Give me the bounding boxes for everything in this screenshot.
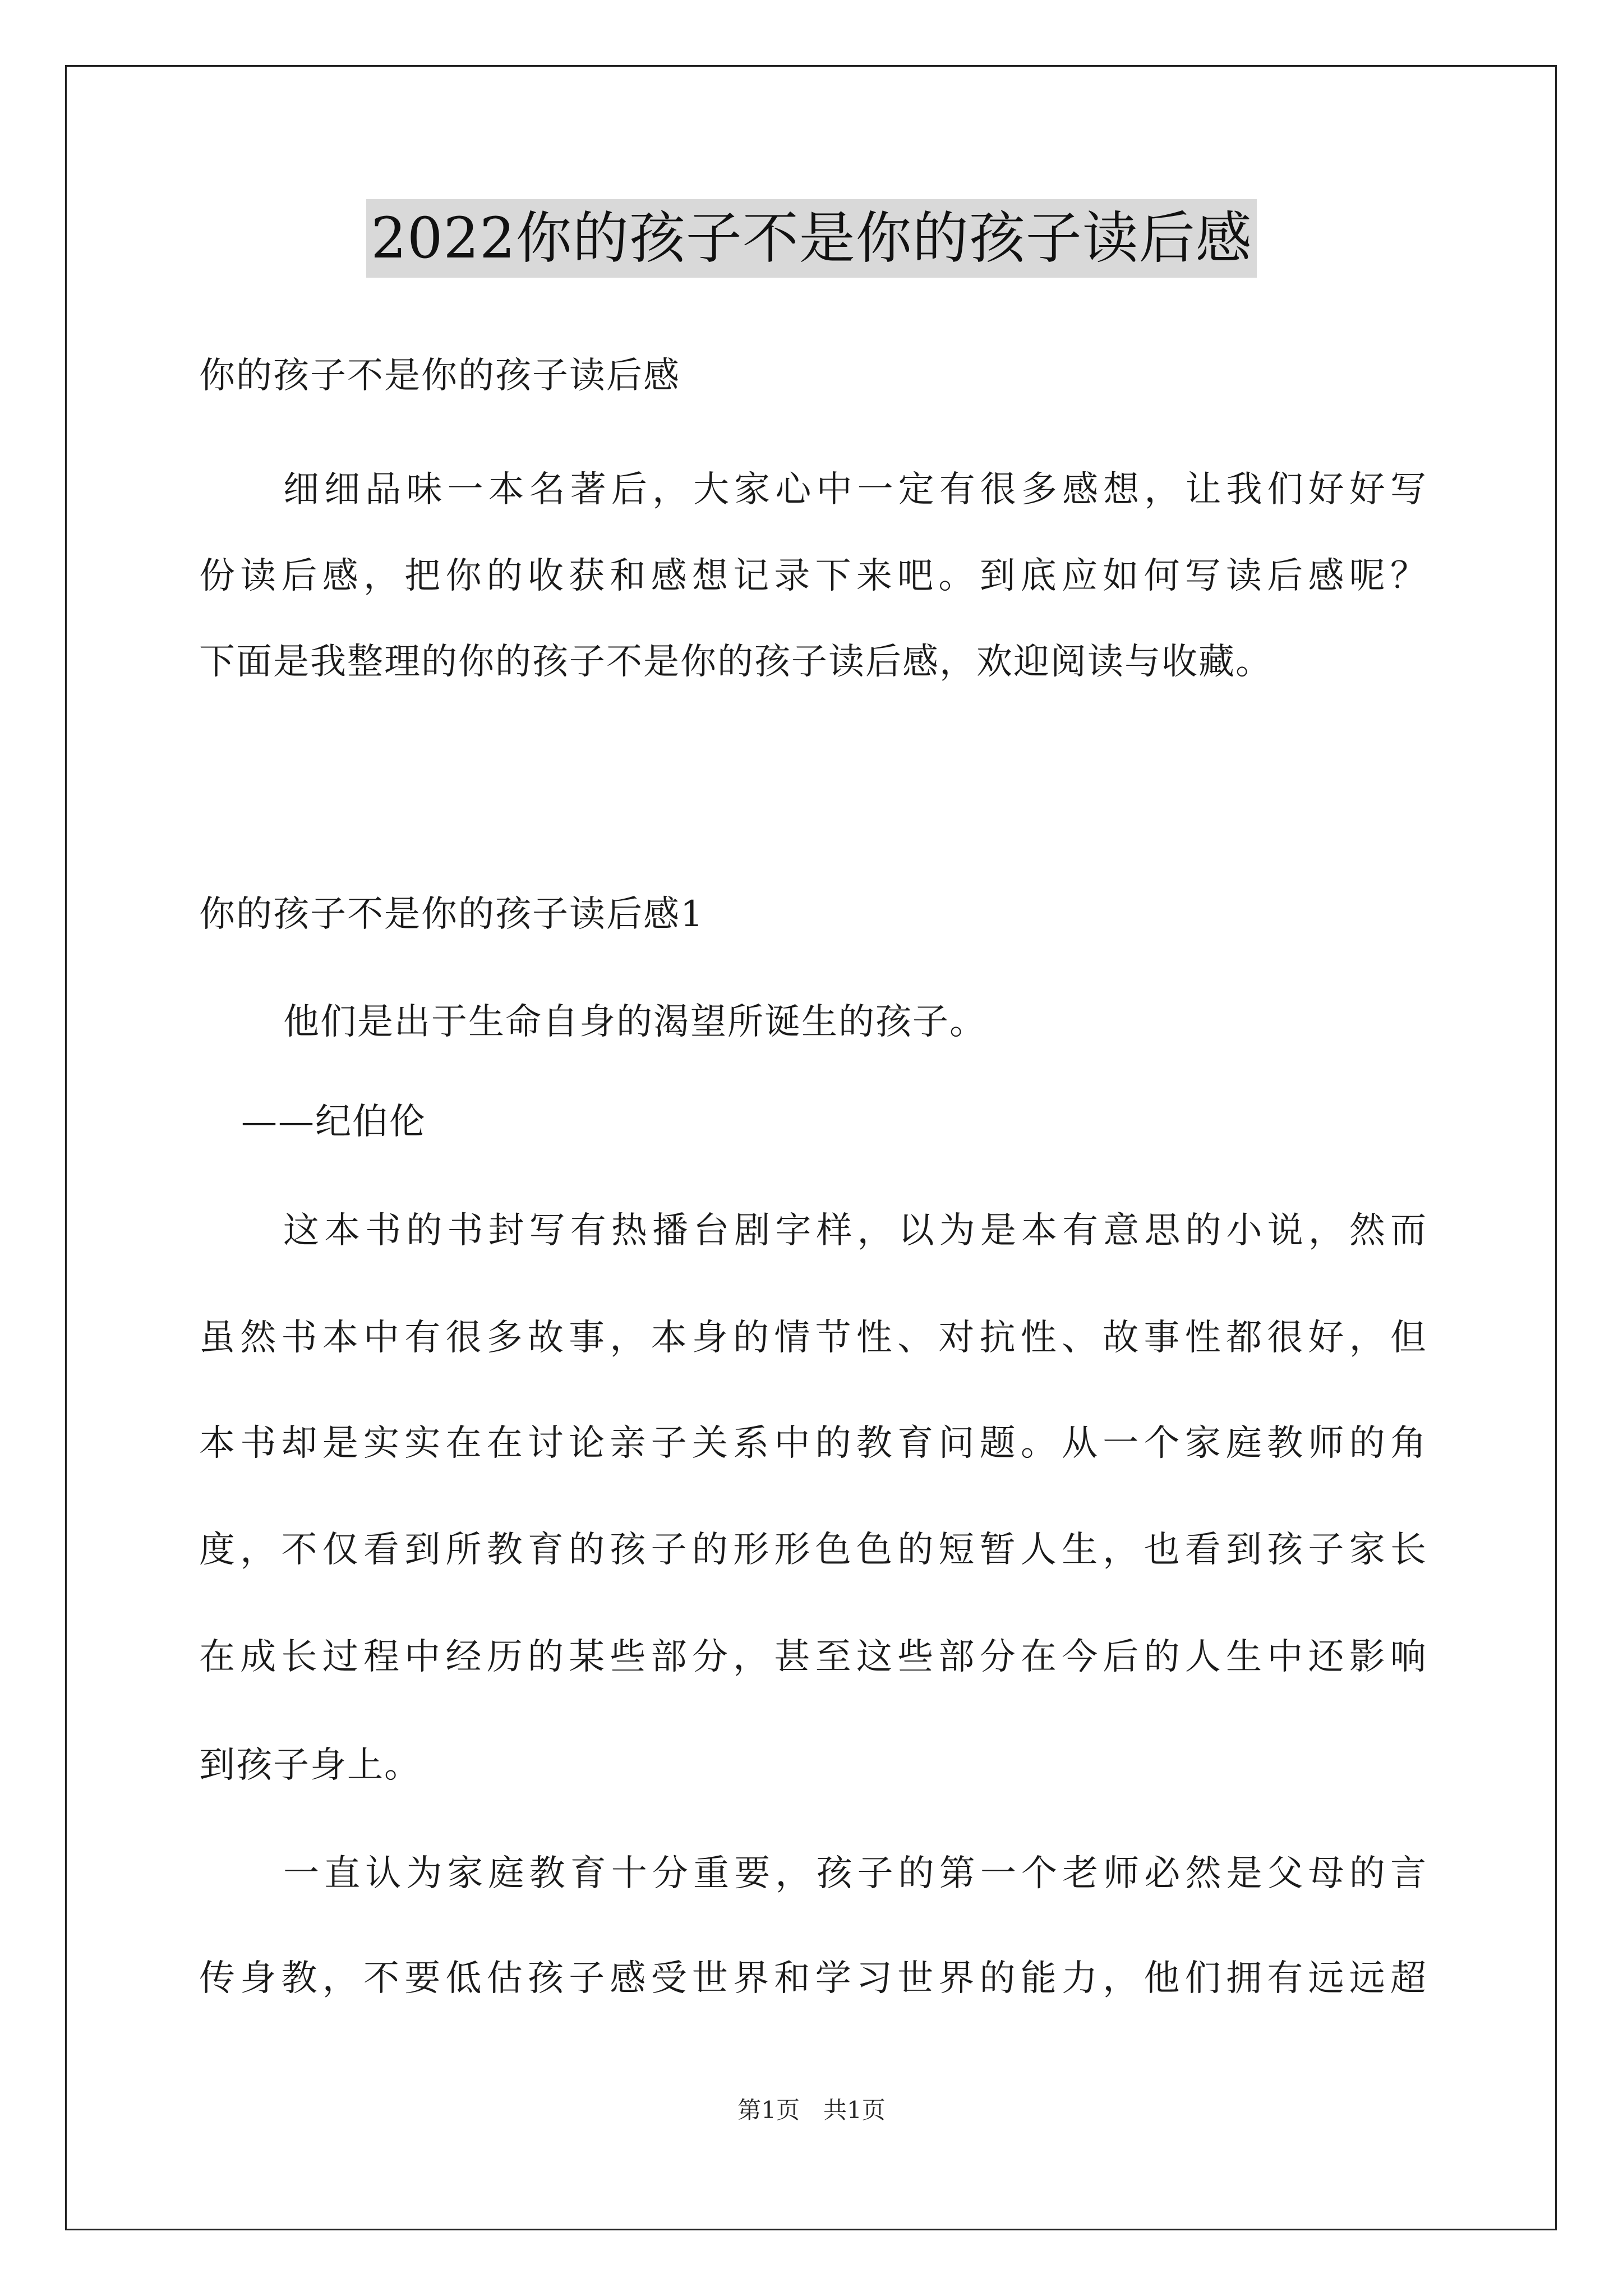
section-heading: 你的孩子不是你的孩子读后感 [199, 355, 680, 397]
paragraph-line: 传身教，不要低估孩子感受世界和学习世界的能力，他们拥有远远超 [199, 1958, 1427, 1999]
paragraph-line: 在成长过程中经历的某些部分，甚至这些部分在今后的人生中还影响 [199, 1636, 1427, 1678]
paragraph-line: 到孩子身上。 [199, 1745, 421, 1786]
quote-attribution: ——纪伯伦 [241, 1101, 426, 1143]
section-heading: 你的孩子不是你的孩子读后感1 [199, 894, 704, 935]
document-title: 2022你的孩子不是你的孩子读后感 [366, 199, 1257, 278]
paragraph-line: 下面是我整理的你的孩子不是你的孩子读后感，欢迎阅读与收藏。 [199, 641, 1272, 683]
title-container [0, 199, 1623, 278]
paragraph-line: 他们是出于生命自身的渴望所诞生的孩子。 [283, 1001, 986, 1043]
paragraph-line: 一直认为家庭教育十分重要，孩子的第一个老师必然是父母的言 [283, 1853, 1427, 1894]
paragraph-line: 细细品味一本名著后，大家心中一定有很多感想，让我们好好写 [283, 469, 1427, 510]
paragraph-line: 份读后感，把你的收获和感想记录下来吧。到底应如何写读后感呢？ [199, 555, 1427, 597]
paragraph-line: 度，不仅看到所教育的孩子的形形色色的短暂人生，也看到孩子家长 [199, 1529, 1427, 1571]
paragraph-line: 虽然书本中有很多故事，本身的情节性、对抗性、故事性都很好，但 [199, 1317, 1427, 1359]
page-footer: 第1页 共1页 [737, 2096, 886, 2124]
paragraph-line: 这本书的书封写有热播台剧字样，以为是本有意思的小说，然而 [283, 1210, 1427, 1251]
paragraph-line: 本书却是实实在在讨论亲子关系中的教育问题。从一个家庭教师的角 [199, 1423, 1427, 1464]
